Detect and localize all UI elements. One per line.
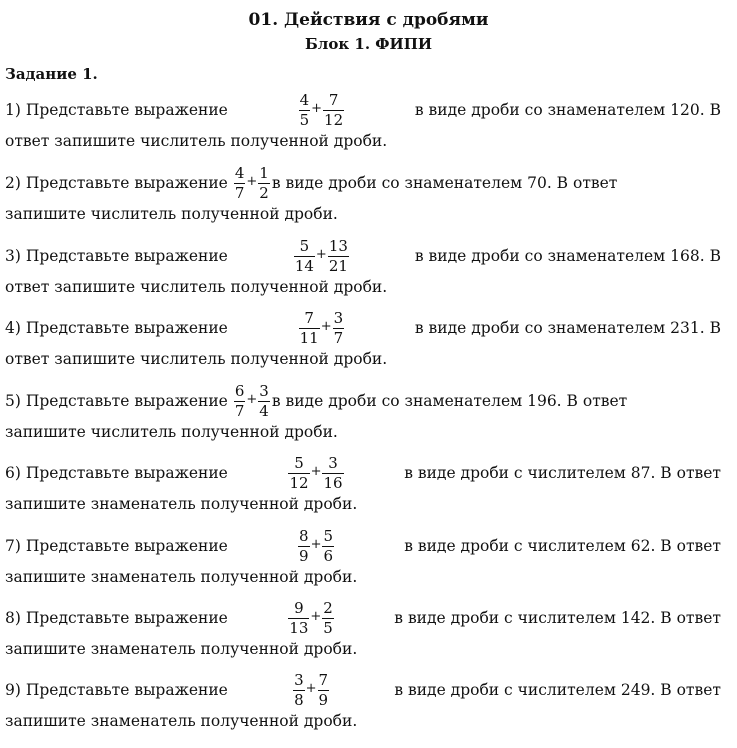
fraction-2 [333,310,345,347]
item-condition: в виде дроби со знаменателем 70. В ответ [271,174,618,192]
page-title: 01. Действия с дробями [248,10,489,30]
item-condition: в виде дроби с числителем 249. В ответ [394,681,721,699]
fraction-2 [258,165,270,202]
numerator: 3 [333,308,344,327]
item-line [5,526,721,566]
plus-sign: + [305,680,317,696]
numerator: 3 [328,453,338,472]
item-prompt: Представьте выражение [25,464,228,482]
numerator: 8 [299,526,309,545]
denominator: 9 [318,690,329,709]
numerator: 3 [294,670,304,689]
denominator: 5 [299,110,310,129]
item-line [5,308,721,348]
fraction-2 [322,528,334,565]
denominator: 16 [323,473,343,492]
denominator: 12 [289,473,309,492]
numerator: 2 [323,598,333,617]
item-number: 1) [5,101,21,119]
item-prompt: Представьте выражение [25,319,228,337]
item-number: 4) [5,319,21,337]
numerator: 7 [328,90,339,109]
fraction-1 [299,310,320,347]
item-condition: в виде дроби со знаменателем 196. В ответ [271,392,628,410]
numerator: 4 [234,163,245,182]
fraction-1 [293,672,305,709]
item-continuation: запишите знаменатель полученной дроби. [5,640,358,658]
plus-sign: + [246,391,258,407]
fraction-1 [234,383,246,420]
item-prompt: Представьте выражение [25,174,228,192]
fraction-2 [322,600,334,637]
denominator: 9 [299,546,309,565]
item-continuation: ответ запишите числитель полученной дроби. [5,132,388,150]
item-lead [5,681,228,699]
item-line [5,453,721,493]
task-item-7 [5,526,721,588]
item-line [5,670,721,710]
denominator: 11 [299,328,319,347]
item-prompt: Представьте выражение [25,681,228,699]
numerator: 5 [294,453,304,472]
plus-sign: + [320,318,332,334]
item-number: 2) [5,174,21,192]
fraction-2 [318,672,330,709]
fraction-expression [299,310,345,347]
item-condition: в виде дроби со знаменателем 168. В [414,247,721,265]
numerator: 3 [259,381,269,400]
numerator: 4 [299,90,310,109]
task-item-4 [5,308,721,370]
item-lead [5,174,228,192]
item-condition: в виде дроби с числителем 62. В ответ [404,537,721,555]
item-line [5,163,721,203]
item-continuation: запишите знаменатель полученной дроби. [5,712,358,730]
fraction-2 [328,238,349,275]
item-prompt: Представьте выражение [25,247,228,265]
plus-sign: + [310,536,322,552]
plus-sign: + [310,608,322,624]
item-condition: в виде дроби с числителем 142. В ответ [394,609,721,627]
item-continuation: запишите знаменатель полученной дроби. [5,568,358,586]
task-item-3 [5,236,721,298]
fraction-1 [294,238,315,275]
item-prompt: Представьте выражение [25,392,228,410]
item-number: 3) [5,247,21,265]
fraction-1 [299,92,311,129]
numerator: 5 [299,236,310,255]
fraction-expression [288,455,343,492]
item-condition: в виде дроби со знаменателем 120. В [414,101,721,119]
numerator: 7 [304,308,314,327]
item-lead [5,319,228,337]
numerator: 7 [318,670,329,689]
numerator: 13 [328,236,348,255]
denominator: 7 [234,401,245,420]
plus-sign: + [311,100,323,116]
item-prompt: Представьте выражение [25,609,228,627]
fraction-expression [293,672,329,709]
denominator: 7 [234,183,245,202]
fraction-expression [288,600,334,637]
item-number: 8) [5,609,21,627]
fraction-expression [299,92,345,129]
fraction-2 [323,92,344,129]
task-item-6 [5,453,721,515]
denominator: 21 [328,256,348,275]
fraction-1 [298,528,310,565]
fraction-expression [294,238,349,275]
plus-sign: + [246,173,258,189]
task-item-8 [5,598,721,660]
item-lead [5,101,228,119]
item-line [5,90,721,130]
item-line [5,236,721,276]
task-item-9 [5,670,721,732]
denominator: 8 [294,690,304,709]
task-label: Задание 1. [5,65,98,83]
fraction-expression [234,165,270,202]
fraction-expression [234,383,270,420]
item-continuation: запишите знаменатель полученной дроби. [5,495,358,513]
task-item-5 [5,381,721,443]
item-lead [5,537,228,555]
item-continuation: запишите числитель полученной дроби. [5,423,338,441]
plus-sign: + [315,246,327,262]
item-number: 7) [5,537,21,555]
fraction-1 [288,600,309,637]
numerator: 5 [323,526,334,545]
plus-sign: + [310,463,322,479]
item-continuation: запишите числитель полученной дроби. [5,205,338,223]
item-number: 6) [5,464,21,482]
item-lead [5,392,228,410]
denominator: 6 [323,546,334,565]
denominator: 13 [289,618,309,637]
fraction-2 [322,455,343,492]
item-number: 5) [5,392,21,410]
denominator: 5 [323,618,333,637]
fraction-expression [298,528,334,565]
task-item-1 [5,90,721,152]
denominator: 7 [333,328,344,347]
page-subtitle: Блок 1. ФИПИ [304,35,433,53]
denominator: 2 [259,183,269,202]
item-line [5,598,721,638]
denominator: 4 [259,401,269,420]
item-continuation: ответ запишите числитель полученной дроби. [5,278,388,296]
denominator: 12 [324,110,344,129]
item-line [5,381,721,421]
item-lead [5,609,228,627]
item-number: 9) [5,681,21,699]
item-prompt: Представьте выражение [25,537,228,555]
item-continuation: ответ запишите числитель полученной дроби. [5,350,388,368]
item-lead [5,247,228,265]
numerator: 6 [234,381,245,400]
fraction-1 [234,165,246,202]
numerator: 1 [259,163,269,182]
item-lead [5,464,228,482]
item-prompt: Представьте выражение [25,101,228,119]
item-condition: в виде дроби со знаменателем 231. В [414,319,721,337]
fraction-2 [258,383,270,420]
fraction-1 [288,455,309,492]
denominator: 14 [294,256,314,275]
task-item-2 [5,163,721,225]
item-condition: в виде дроби с числителем 87. В ответ [404,464,721,482]
numerator: 9 [294,598,304,617]
